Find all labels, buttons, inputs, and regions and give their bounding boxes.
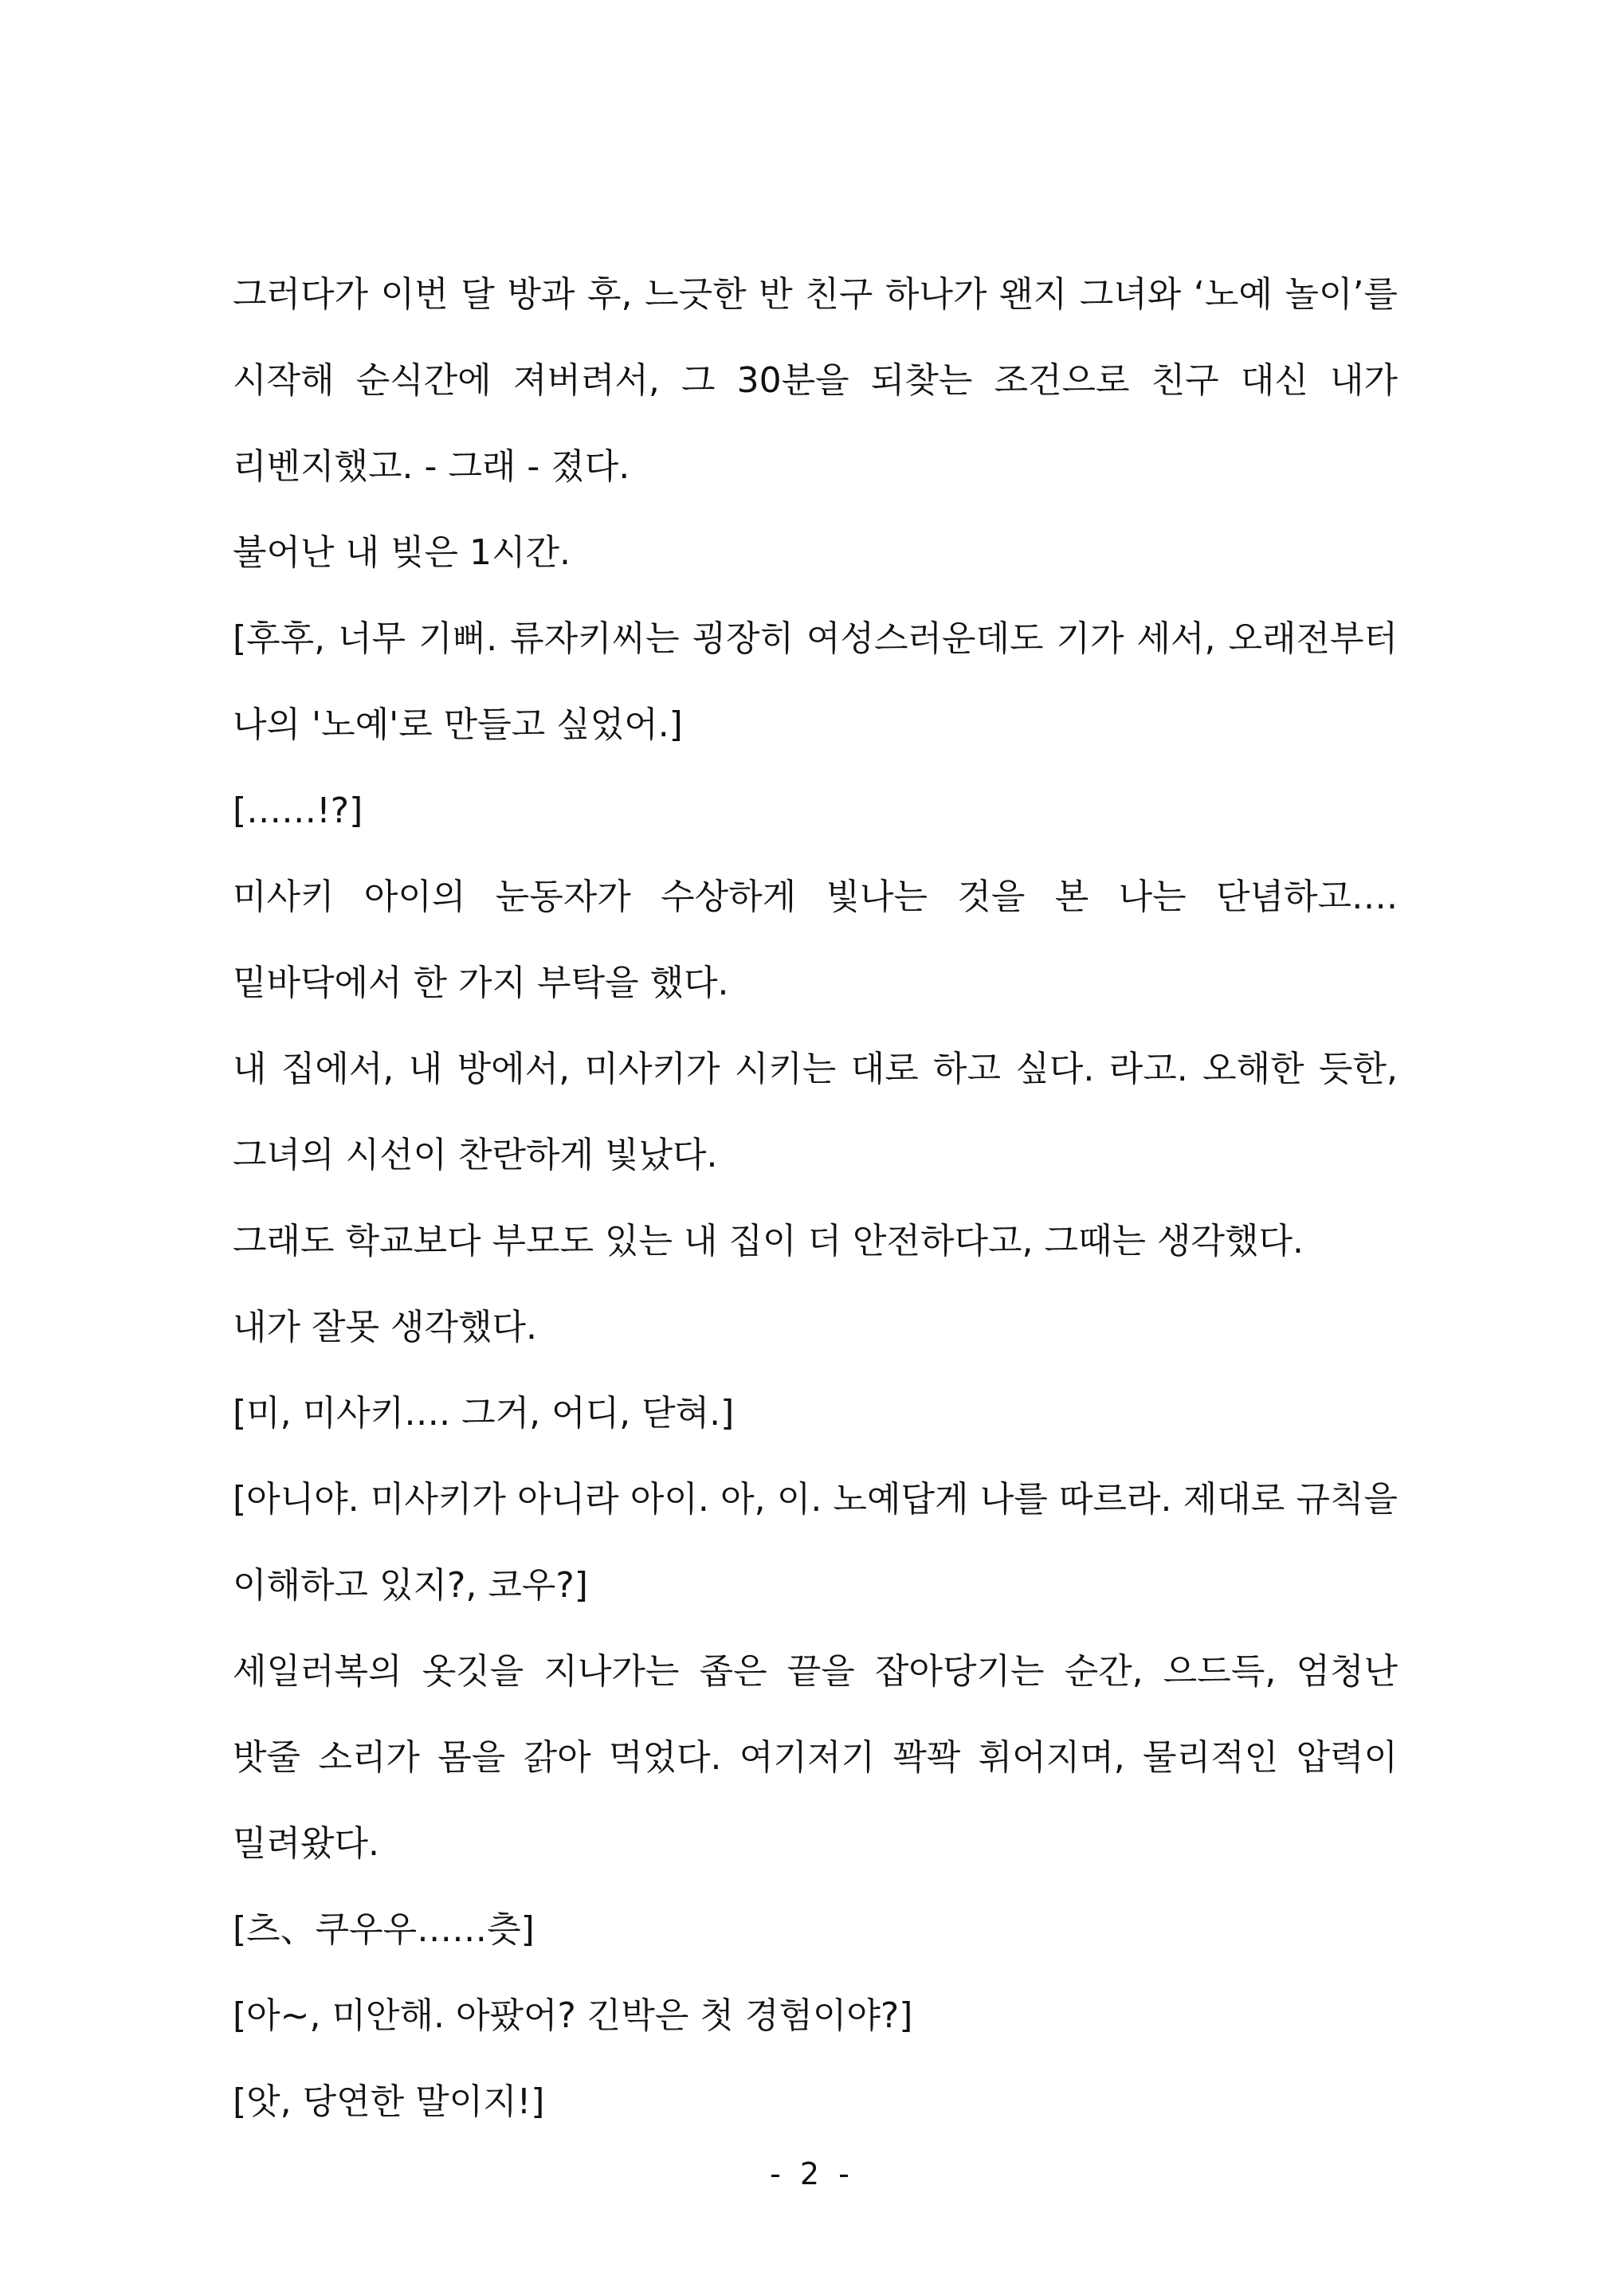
paragraph: [츠、쿠우우……츳] [233,1909,535,1950]
body-text [233,252,1398,2145]
paragraph: [……!?] [233,790,363,831]
paragraph: 미사키 아이의 눈동자가 수상하게 빛나는 것을 본 나는 단념하고…. 밑바닥에서 한 가지 부탁을 했다. [233,877,1398,1003]
paragraph: 세일러복의 옷깃을 지나가는 좁은 끝을 잡아당기는 순간, 으드득, 엄청난 밧줄 소리가 몸을 갉아 먹었다. 여기저기 꽉꽉 휘어지며, 물리적인 압력이 밀려왔다. [233,1651,1398,1864]
paragraph: 불어난 내 빚은 1시간. [233,532,571,573]
paragraph: 그래도 학교보다 부모도 있는 내 집이 더 안전하다고, 그때는 생각했다. [233,1221,1304,1261]
paragraph: 내 집에서, 내 방에서, 미사키가 시키는 대로 하고 싶다. 라고. 오해한 듯한, 그녀의 시선이 찬란하게 빛났다. [233,1049,1398,1175]
page-number: - 2 - [770,2156,854,2191]
paragraph: 내가 잘못 생각했다. [233,1307,537,1348]
paragraph: [미, 미사키…. 그거, 어디, 닫혀.] [233,1393,735,1434]
paragraph: 그러다가 이번 달 방과 후, 느긋한 반 친구 하나가 왠지 그녀와 ‘노예 놀이’를 시작해 순식간에 져버려서, 그 30분을 되찾는 조건으로 친구 대신 내가 리벤지했고. - 그래 - 졌다. [233,274,1398,487]
paragraph: [앗, 당연한 말이지!] [233,2081,545,2122]
paragraph: [아~, 미안해. 아팠어? 긴박은 첫 경험이야?] [233,1995,913,2036]
paragraph: [아니야. 미사키가 아니라 아이. 아, 이. 노예답게 나를 따르라. 제대로 규칙을 이해하고 있지?, 코우?] [233,1479,1398,1606]
paragraph: [후후, 너무 기뻐. 류자키씨는 굉장히 여성스러운데도 기가 세서, 오래전부터 나의 '노예'로 만들고 싶었어.] [233,618,1398,745]
